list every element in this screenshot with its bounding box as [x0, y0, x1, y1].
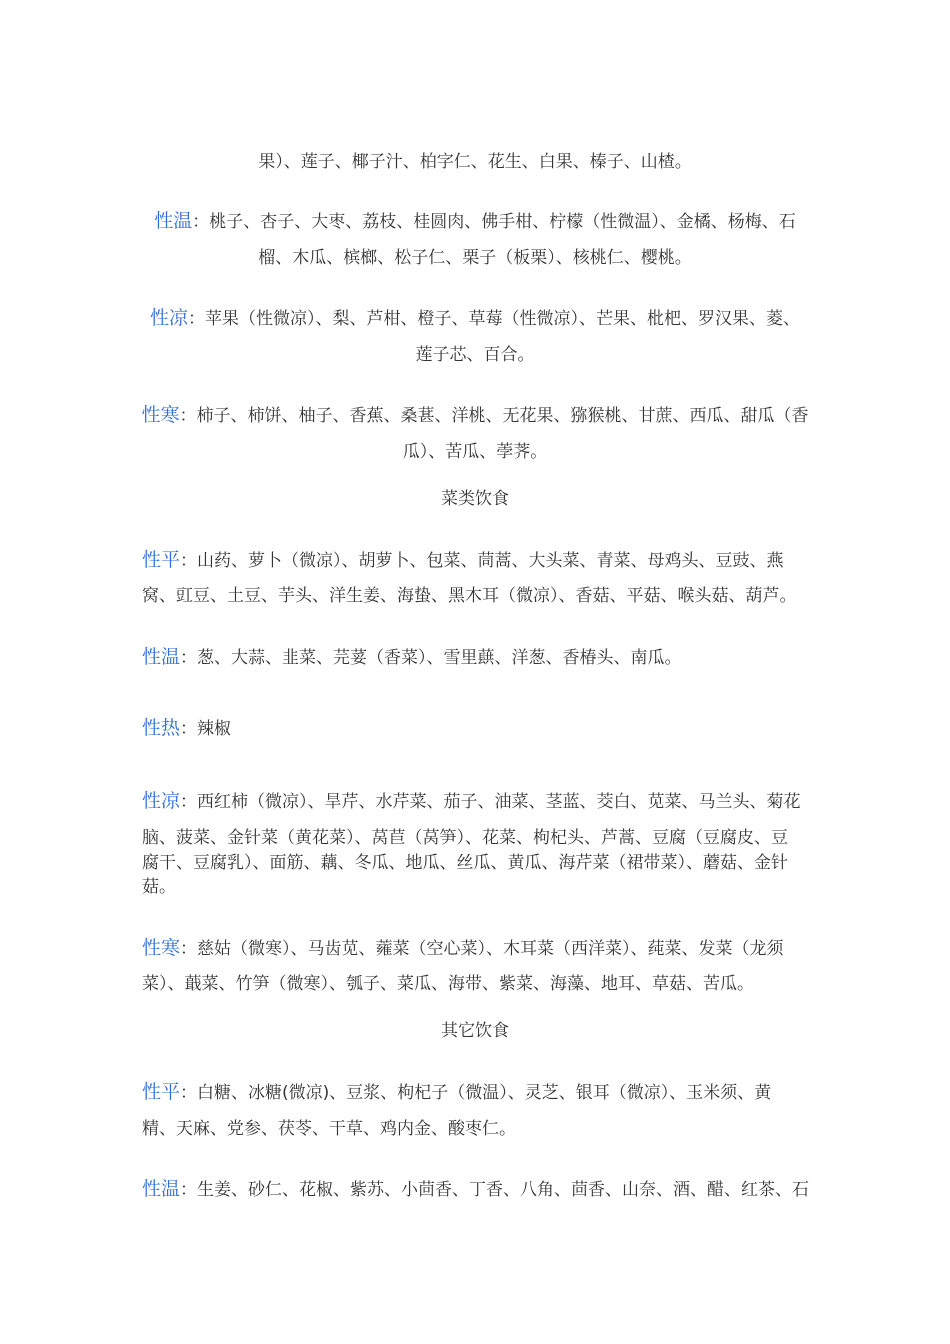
- others-warm-label: 性温: [142, 1178, 181, 1200]
- vegetables-heading: 菜类饮食: [441, 489, 509, 509]
- others-neutral-label: 性平: [142, 1081, 181, 1103]
- fruit-tail-line: 果）、莲子、椰子汁、柏字仁、花生、白果、榛子、山楂。: [258, 152, 692, 172]
- fruit-cool-line2: 莲子芯、百合。: [415, 345, 535, 365]
- fruit-warm-line1: [0, 211, 950, 232]
- others-neutral-line1: [142, 1082, 771, 1103]
- others-warm-text: ：生姜、砂仁、花椒、紫苏、小茴香、丁香、八角、茴香、山奈、酒、醋、红茶、石: [180, 1180, 810, 1200]
- others-warm-line1: [142, 1179, 809, 1200]
- veg-cold-line1: [142, 938, 784, 959]
- veg-neutral-line1: [142, 550, 784, 571]
- veg-neutral-label: 性平: [142, 549, 181, 571]
- veg-hot-text: ：辣椒: [180, 719, 232, 739]
- fruit-cold-text: ：柿子、柿饼、柚子、香蕉、桑葚、洋桃、无花果、猕猴桃、甘蔗、西瓜、甜瓜（香: [179, 406, 809, 426]
- veg-warm-line1: [142, 647, 682, 668]
- veg-hot-label: 性热: [142, 717, 181, 739]
- veg-cool-line2: 脑、菠菜、金针菜（黄花菜）、莴苣（莴笋）、花菜、枸杞头、芦蒿、豆腐（豆腐皮、豆: [142, 828, 788, 848]
- fruit-cold-line1: [0, 405, 950, 426]
- veg-neutral-line2: 窝、豇豆、土豆、芋头、洋生姜、海蛰、黑木耳（微凉）、香菇、平菇、喉头菇、葫芦。: [142, 586, 797, 606]
- veg-hot-line1: [142, 718, 231, 739]
- fruit-cold-line2: 瓜）、苦瓜、荸荠。: [402, 442, 548, 462]
- fruit-cool-text: ：苹果（性微凉）、梨、芦柑、橙子、草莓（性微凉）、芒果、枇杷、罗汉果、菱、: [188, 309, 800, 329]
- veg-cool-label: 性凉: [142, 790, 181, 812]
- fruit-warm-line2: 榴、木瓜、槟榔、松子仁、栗子（板栗）、核桃仁、樱桃。: [258, 248, 692, 268]
- veg-cool-line1: [142, 791, 801, 812]
- veg-cool-text: ：西红柿（微凉）、旱芹、水芹菜、茄子、油菜、茎蓝、茭白、苋菜、马兰头、菊花: [180, 792, 801, 812]
- veg-neutral-text: ：山药、萝卜（微凉）、胡萝卜、包菜、茼蒿、大头菜、青菜、母鸡头、豆豉、燕: [180, 551, 784, 571]
- fruit-warm-label: 性温: [154, 210, 193, 232]
- others-neutral-text: ：白糖、冰糖(微凉)、豆浆、枸杞子（微温）、灵芝、银耳（微凉）、玉米须、黄: [180, 1083, 772, 1103]
- fruit-warm-text: ：桃子、杏子、大枣、荔枝、桂圆肉、佛手柑、柠檬（性微温）、金橘、杨梅、石: [192, 212, 796, 232]
- veg-cool-line4: 菇。: [142, 877, 176, 897]
- fruit-cool-line1: [0, 308, 950, 329]
- others-neutral-line2: 精、天麻、党参、茯苓、干草、鸡内金、酸枣仁。: [142, 1119, 516, 1139]
- veg-cold-line2: 菜）、蕺菜、竹笋（微寒）、瓠子、菜瓜、海带、紫菜、海藻、地耳、草菇、苦瓜。: [142, 974, 754, 994]
- veg-cool-line3: 腐干、豆腐乳）、面筋、藕、冬瓜、地瓜、丝瓜、黄瓜、海芹菜（裙带菜）、蘑菇、金针: [142, 853, 788, 873]
- veg-warm-text: ：葱、大蒜、韭菜、芫荽（香菜）、雪里蕻、洋葱、香椿头、南瓜。: [180, 648, 682, 668]
- veg-cold-text: ：慈姑（微寒）、马齿苋、蕹菜（空心菜）、木耳菜（西洋菜）、莼菜、发菜（龙须: [180, 939, 784, 959]
- veg-cold-label: 性寒: [142, 937, 181, 959]
- veg-warm-label: 性温: [142, 646, 181, 668]
- others-heading: 其它饮食: [441, 1021, 509, 1041]
- fruit-cool-label: 性凉: [149, 307, 188, 329]
- fruit-cold-label: 性寒: [141, 404, 180, 426]
